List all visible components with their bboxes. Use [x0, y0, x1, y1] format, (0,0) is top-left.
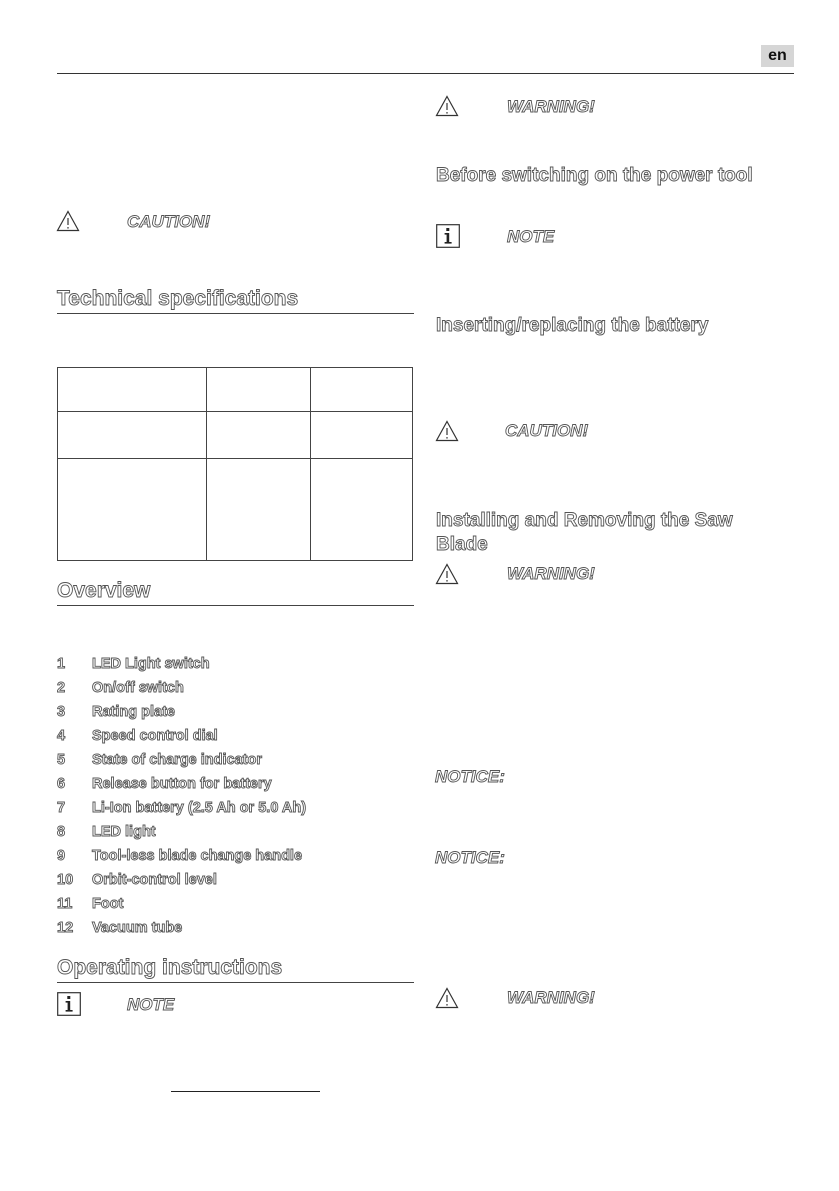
footnote-rule [171, 1091, 320, 1092]
warning-triangle-icon [435, 563, 459, 585]
notice-label: NOTICE: [435, 767, 505, 786]
section-rule [57, 605, 414, 606]
language-badge: en [761, 45, 794, 67]
section-title-operating-instructions: Operating instructions [57, 956, 283, 979]
section-rule [57, 982, 414, 983]
list-item-number: 11 [57, 896, 73, 912]
section-rule [57, 313, 414, 314]
list-item-number: 4 [57, 728, 66, 744]
section-title-technical-specifications: Technical specifications [57, 287, 299, 310]
note-label: NOTE [507, 227, 555, 246]
section-title-before-switching-on: Before switching on the power tool [436, 165, 753, 186]
list-item-number: 1 [57, 656, 66, 672]
warning-triangle-icon [435, 987, 459, 1009]
warning-label: WARNING! [507, 564, 595, 583]
caution-label: CAUTION! [505, 421, 589, 440]
info-icon [57, 992, 81, 1016]
list-item-label: Tool-less blade change handle [92, 848, 303, 864]
spec-table [57, 367, 413, 561]
list-item-number: 6 [57, 776, 66, 792]
list-item-number: 8 [57, 824, 66, 840]
list-item-label: Vacuum tube [92, 920, 183, 936]
list-item-label: LED light [92, 824, 156, 840]
list-item-number: 10 [57, 872, 74, 888]
list-item-number: 12 [57, 920, 74, 936]
warning-triangle-icon [56, 210, 80, 232]
note-label: NOTE [127, 995, 175, 1014]
warning-label: WARNING! [507, 97, 595, 116]
list-item-number: 2 [57, 680, 66, 696]
list-item-label: Release button for battery [92, 776, 272, 792]
warning-triangle-icon [435, 95, 459, 117]
list-item-number: 5 [57, 752, 66, 768]
list-item-number: 9 [57, 848, 66, 864]
list-item-label: State of charge indicator [92, 752, 263, 768]
list-item-number: 7 [57, 800, 66, 816]
notice-label: NOTICE: [435, 848, 505, 867]
caution-label: CAUTION! [127, 212, 211, 231]
section-title-inserting-battery: Inserting/replacing the battery [436, 315, 709, 336]
list-item-label: Speed control dial [92, 728, 218, 744]
warning-triangle-icon [435, 420, 459, 442]
list-item-number: 3 [57, 704, 66, 720]
list-item-label: Foot [92, 896, 124, 912]
list-item-label: Li-Ion battery (2.5 Ah or 5.0 Ah) [92, 800, 307, 816]
header-rule [57, 73, 794, 74]
info-icon [436, 224, 460, 248]
list-item-label: Orbit-control level [92, 872, 217, 888]
section-title-installing-saw-blade: Installing and Removing the Saw Blade [436, 510, 733, 555]
list-item-label: LED Light switch [92, 656, 210, 672]
section-title-overview: Overview [57, 579, 151, 602]
warning-label: WARNING! [507, 988, 595, 1007]
list-item-label: On/off switch [92, 680, 184, 696]
list-item-label: Rating plate [92, 704, 175, 720]
